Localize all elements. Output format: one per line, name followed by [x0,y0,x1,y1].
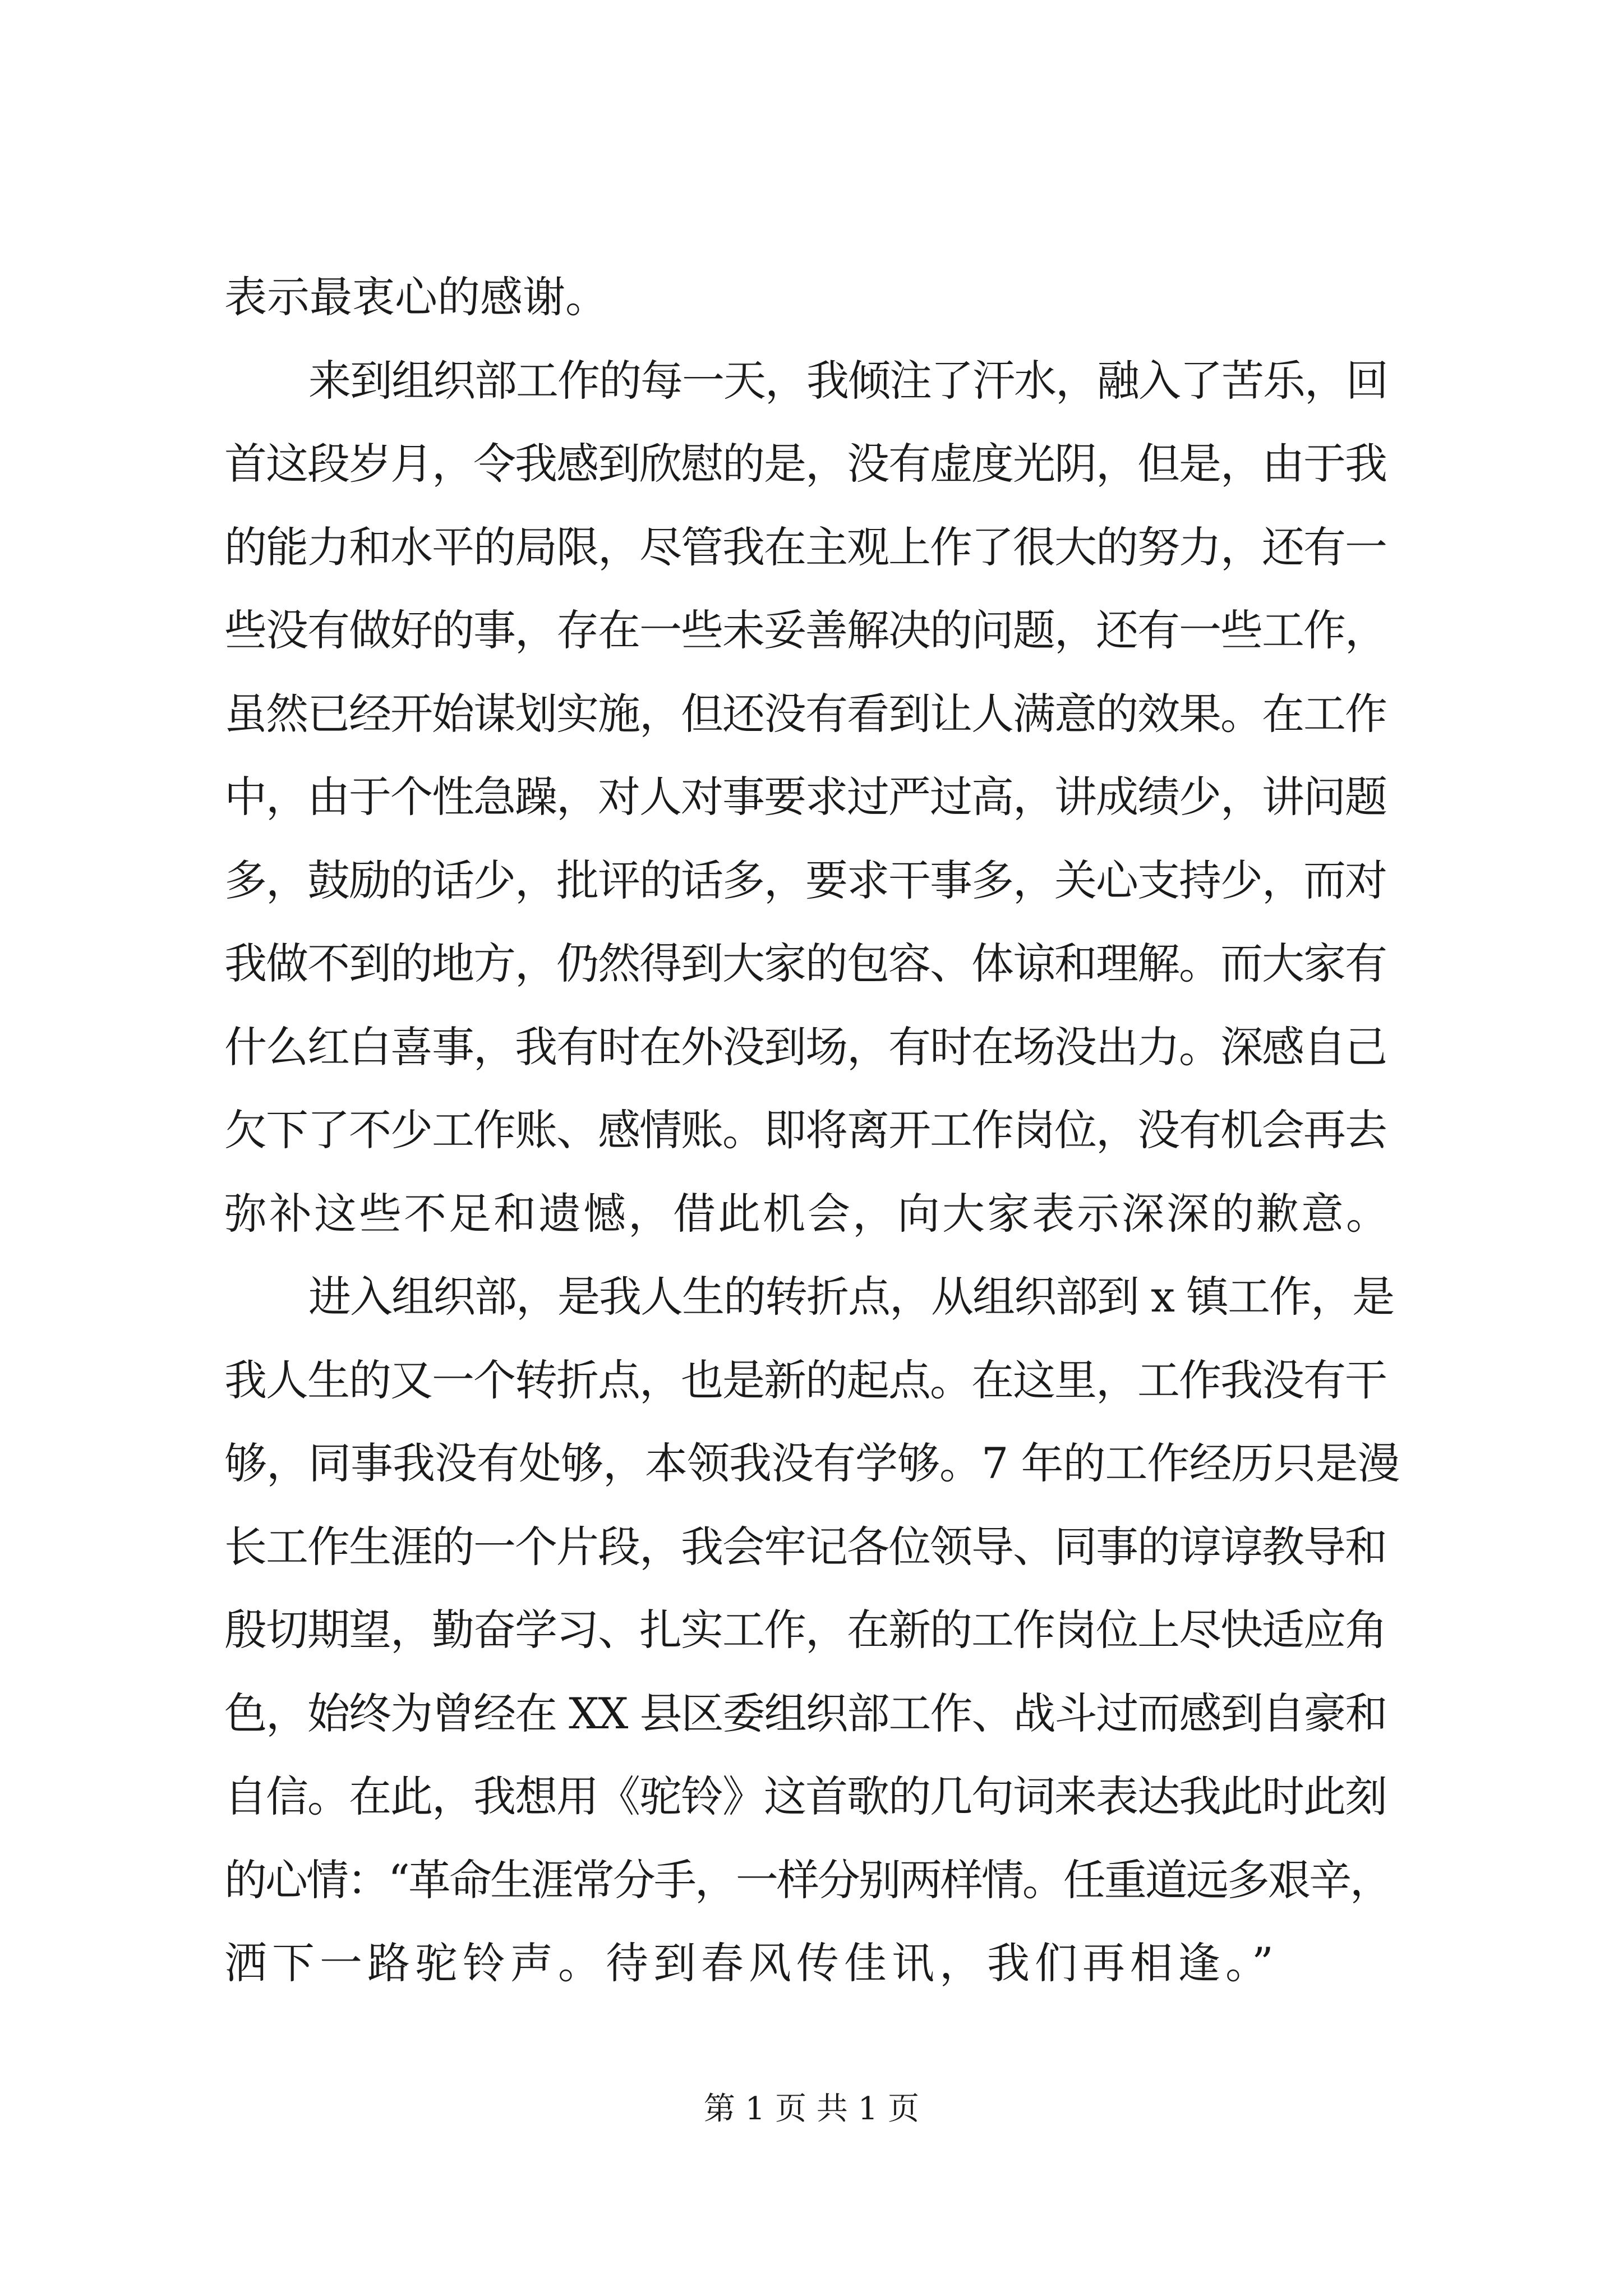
text-line-content: 自信。在此，我想用《驼铃》这首歌的几句词来表达我此时此刻 [224,1772,1386,1821]
text-line [0,1752,1623,1842]
text-line [0,669,1623,759]
text-line-content: 来到组织部工作的每一天，我倾注了汗水，融入了苦乐，回 [308,356,1387,406]
text-line [0,919,1623,1009]
text-line-content: 我做不到的地方，仍然得到大家的包容、体谅和理解。而大家有 [224,938,1386,988]
text-line [0,1918,1623,2008]
text-line-content: 多，鼓励的话少，批评的话多，要求干事多，关心支持少，而对 [224,855,1386,905]
text-line [0,1585,1623,1675]
text-line [0,419,1623,509]
text-line [0,1502,1623,1592]
text-line-content: 够，同事我没有处够，本领我没有学够。7 年的工作经历只是漫 [224,1438,1400,1488]
text-line-content: 什么红白喜事，我有时在外没到场，有时在场没出力。深感自己 [224,1022,1386,1072]
text-line-content: 长工作生涯的一个片段，我会牢记各位领导、同事的谆谆教导和 [224,1522,1386,1572]
text-line [0,503,1623,592]
paragraph-first-line [0,1252,1623,1342]
paragraph-first-line [0,336,1623,426]
text-line [0,1002,1623,1092]
text-line-content: 进入组织部，是我人生的转折点，从组织部到 x 镇工作，是 [308,1272,1394,1322]
text-line-content: 色，始终为曾经在 XX 县区委组织部工作、战斗过而感到自豪和 [224,1688,1387,1738]
text-line [0,1085,1623,1175]
text-line-content: 弥补这些不足和遗憾，借此机会，向大家表示深深的歉意。 [224,1189,1391,1239]
text-line-content: 虽然已经开始谋划实施，但还没有看到让人满意的效果。在工作 [224,689,1386,739]
text-line-content: 些没有做好的事，存在一些未妥善解决的问题，还有一些工作， [224,605,1386,655]
text-line [0,1419,1623,1508]
text-line [0,1169,1623,1259]
text-line-content: 的能力和水平的局限，尽管我在主观上作了很大的努力，还有一 [224,522,1386,572]
text-line-content: 中，由于个性急躁，对人对事要求过严过高，讲成绩少，讲问题 [224,772,1386,822]
text-line [0,586,1623,675]
text-line-content: 洒下一路驼铃声。待到春风传佳讯，我们再相逢。” [224,1938,1279,1988]
text-line [0,836,1623,926]
text-line-content: 首这段岁月，令我感到欣慰的是，没有虚度光阴，但是，由于我 [224,439,1386,489]
page-footer [0,2078,1623,2140]
page-number-label: 第 1 页 共 1 页 [703,2091,920,2127]
text-line-content: 欠下了不少工作账、感情账。即将离开工作岗位，没有机会再去 [224,1105,1386,1155]
text-line [0,1835,1623,1925]
text-line-content: 殷切期望，勤奋学习、扎实工作，在新的工作岗位上尽快适应角 [224,1605,1386,1655]
text-line [0,1336,1623,1425]
text-line [0,252,1623,342]
text-line-content: 我人生的又一个转折点，也是新的起点。在这里，工作我没有干 [224,1355,1386,1405]
text-line-content: 表示最衷心的感谢。 [224,272,608,322]
text-line [0,752,1623,842]
text-line [0,1669,1623,1759]
text-line-content: 的心情：“革命生涯常分手，一样分别两样情。任重道远多艰辛， [224,1855,1391,1905]
